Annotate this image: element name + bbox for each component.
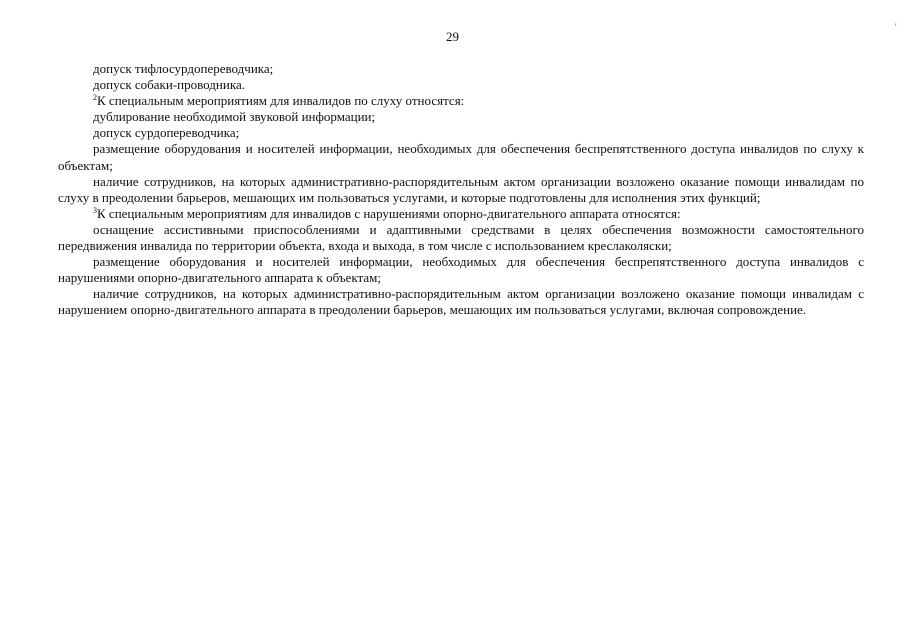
paragraph	[58, 174, 864, 206]
paragraph-text: К специальным мероприятиям для инвалидов по слуху относятся:	[97, 93, 465, 109]
paragraph	[58, 141, 864, 173]
footnote-marker: 3	[93, 205, 97, 215]
paragraph-text: наличие сотрудников, на которых административно-распорядительным актом организации возложено оказание помощи инвалидам по слуху в преодолении барьеров, мешающих им пользоваться услугами, и которые подготовлены для исполнения этих функций;	[58, 173, 864, 205]
paragraph-text: допуск тифлосурдопереводчика;	[93, 61, 274, 76]
paragraph	[58, 77, 864, 93]
paragraph	[58, 93, 864, 109]
paragraph	[58, 286, 864, 318]
paragraph-text: дублирование необходимой звуковой информации;	[93, 109, 376, 125]
paragraph-text: наличие сотрудников, на которых административно-распорядительным актом организации возложено оказание помощи инвалидам с нарушением опорно-двигательного аппарата в преодолении барьеров, мешающих им пользоваться услугами, включая сопровождение.	[58, 286, 864, 318]
paragraph-text: оснащение ассистивными приспособлениями и адаптивными средствами в целях обеспечения возможности самостоятельного передвижения инвалида по территории объекта, входа и выхода, в том числе с использованием креслаколяски;	[58, 221, 864, 254]
paragraph-text: размещение оборудования и носителей информации, необходимых для обеспечения беспрепятственного доступа инвалидов с нарушениями опорно-двигательного аппарата к объектам;	[58, 254, 864, 286]
footnote-marker: 2	[93, 93, 97, 103]
paragraph	[58, 61, 864, 77]
paragraph-text: допуск собаки-проводника.	[93, 77, 245, 93]
paragraph	[58, 109, 864, 125]
paragraph-text: К специальным мероприятиям для инвалидов с нарушениями опорно-двигательного аппарата относятся:	[97, 205, 681, 221]
document-body	[58, 61, 864, 319]
paragraph	[58, 254, 864, 286]
paragraph-text: размещение оборудования и носителей информации, необходимых для обеспечения беспрепятственного доступа инвалидов по слуху к объектам;	[58, 141, 864, 173]
paragraph	[58, 222, 864, 254]
paragraph	[58, 125, 864, 141]
paragraph-text: допуск сурдопереводчика;	[93, 125, 240, 141]
page-number: 29	[446, 29, 459, 44]
corner-mark: '	[895, 22, 897, 32]
paragraph	[58, 206, 864, 222]
